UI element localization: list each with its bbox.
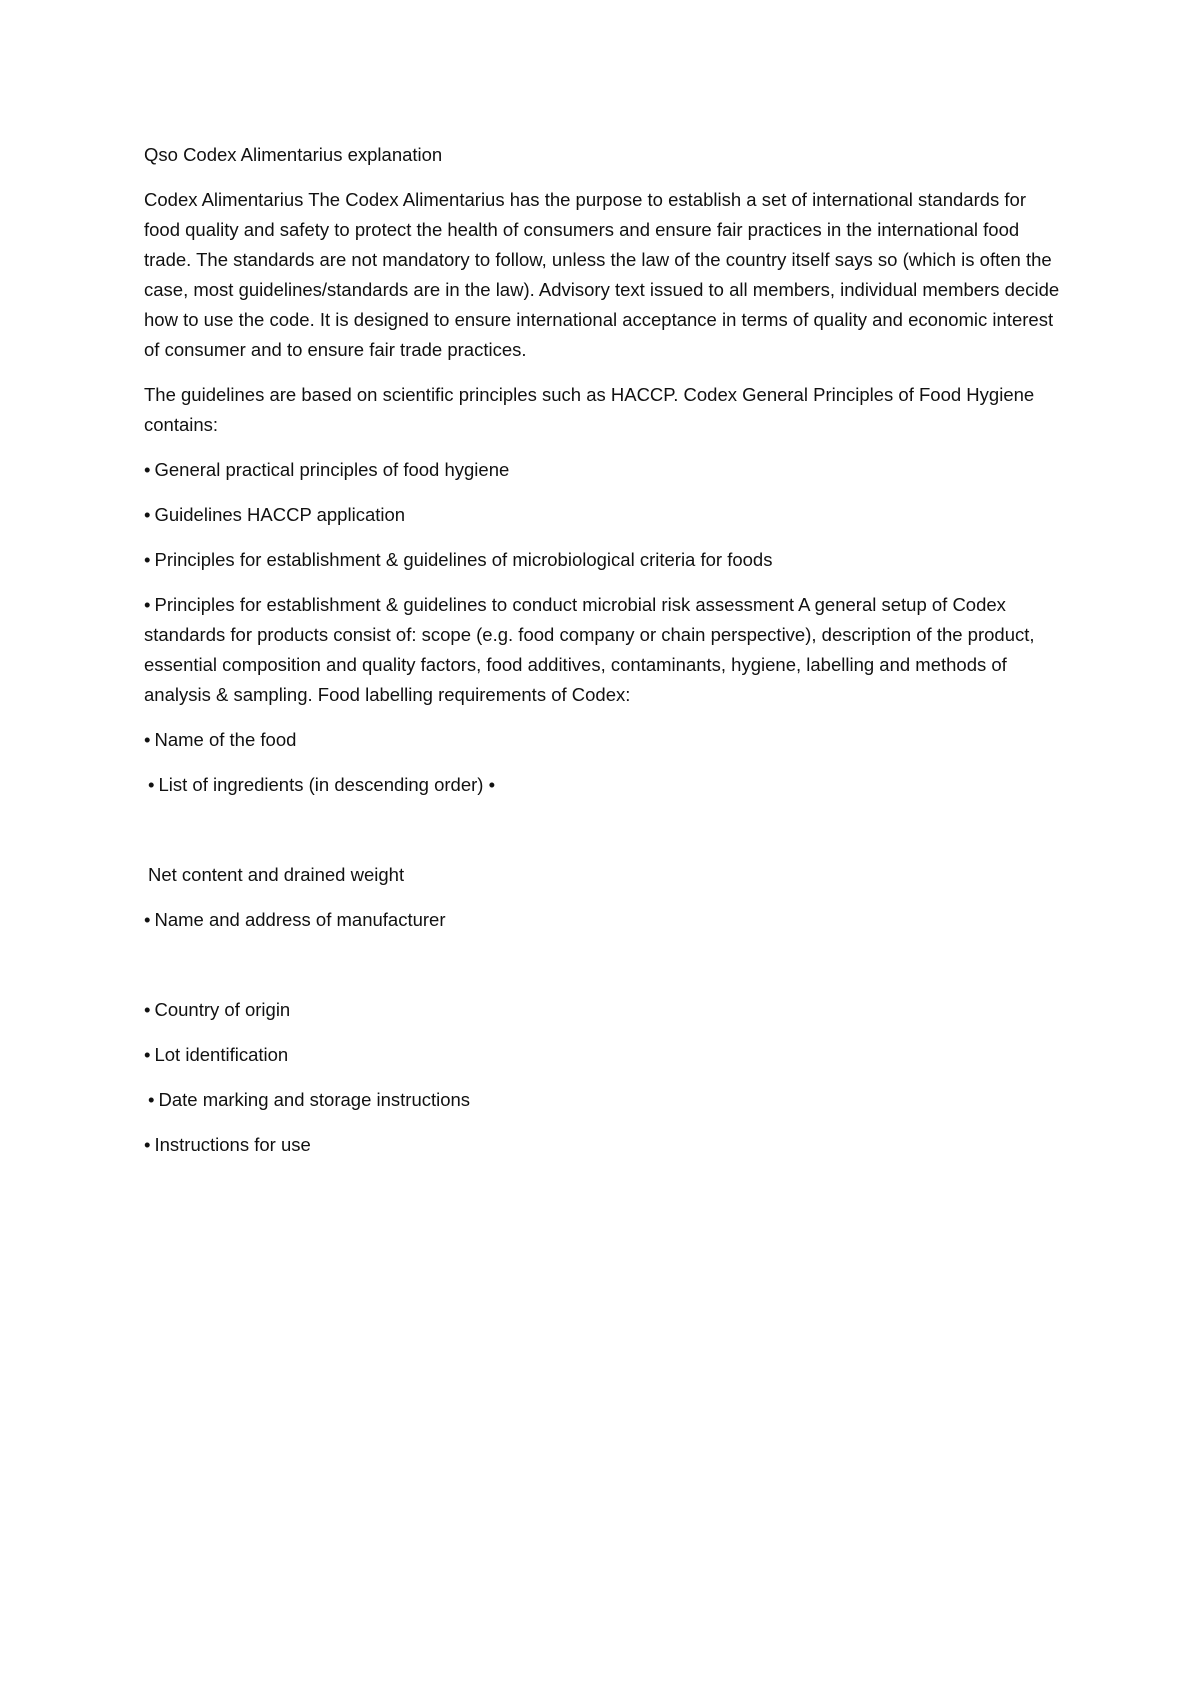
bullet-icon: • bbox=[144, 504, 151, 525]
bullet-icon: • bbox=[144, 549, 151, 570]
bullet-icon: • bbox=[144, 999, 151, 1020]
list-item: • Guidelines HACCP application bbox=[144, 500, 1064, 530]
list-item: • Lot identification bbox=[144, 1040, 1064, 1070]
bullet-icon: • bbox=[148, 1089, 155, 1110]
bullet-icon: • bbox=[144, 1044, 151, 1065]
bullet-icon: • bbox=[148, 774, 155, 795]
list-item: • Name of the food bbox=[144, 725, 1064, 755]
list-item: • Instructions for use bbox=[144, 1130, 1064, 1160]
bullet-icon: • bbox=[144, 1134, 151, 1155]
list-item: • General practical principles of food hygiene bbox=[144, 455, 1064, 485]
spacer bbox=[144, 950, 1064, 995]
list-item: • Principles for establishment & guidelines of microbiological criteria for foods bbox=[144, 545, 1064, 575]
document-title: Qso Codex Alimentarius explanation bbox=[144, 144, 443, 165]
intro-paragraph: Codex Alimentarius The Codex Alimentarius has the purpose to establish a set of international standards for food quality and safety to protect the health of consumers and ensure fair practices in the international food trade. The standards are not mandatory to follow, unless the law of the country itself says so (which is often the case, most guidelines/standards are in the law). Advisory text issued to all members, individual members decide how to use the code. It is designed to ensure international acceptance in terms of quality and economic interest of consumer and to ensure fair trade practices. bbox=[144, 189, 1060, 360]
bullet-icon: • bbox=[488, 774, 496, 795]
list-item: • Date marking and storage instructions bbox=[144, 1085, 1064, 1115]
spacer bbox=[144, 815, 1064, 860]
list-item: • Principles for establishment & guidelines to conduct microbial risk assessment A general setup of Codex standards for products consist of: scope (e.g. food company or chain perspective), description of the product, essential composition and quality factors, food additives, contaminants, hygiene, labelling and methods of analysis & sampling. Food labelling requirements of Codex: bbox=[144, 590, 1064, 710]
list-item: Net content and drained weight bbox=[148, 864, 405, 885]
guidelines-paragraph: The guidelines are based on scientific principles such as HACCP. Codex General Principles of Food Hygiene contains: bbox=[144, 384, 1035, 435]
document-body bbox=[144, 140, 1064, 1175]
list-item: • Country of origin bbox=[144, 995, 1064, 1025]
list-item: • Name and address of manufacturer bbox=[144, 905, 1064, 935]
bullet-icon: • bbox=[144, 729, 151, 750]
bullet-icon: • bbox=[144, 909, 151, 930]
bullet-icon: • bbox=[144, 594, 151, 615]
bullet-icon: • bbox=[144, 459, 151, 480]
list-item: • List of ingredients (in descending order) • bbox=[144, 770, 1064, 800]
